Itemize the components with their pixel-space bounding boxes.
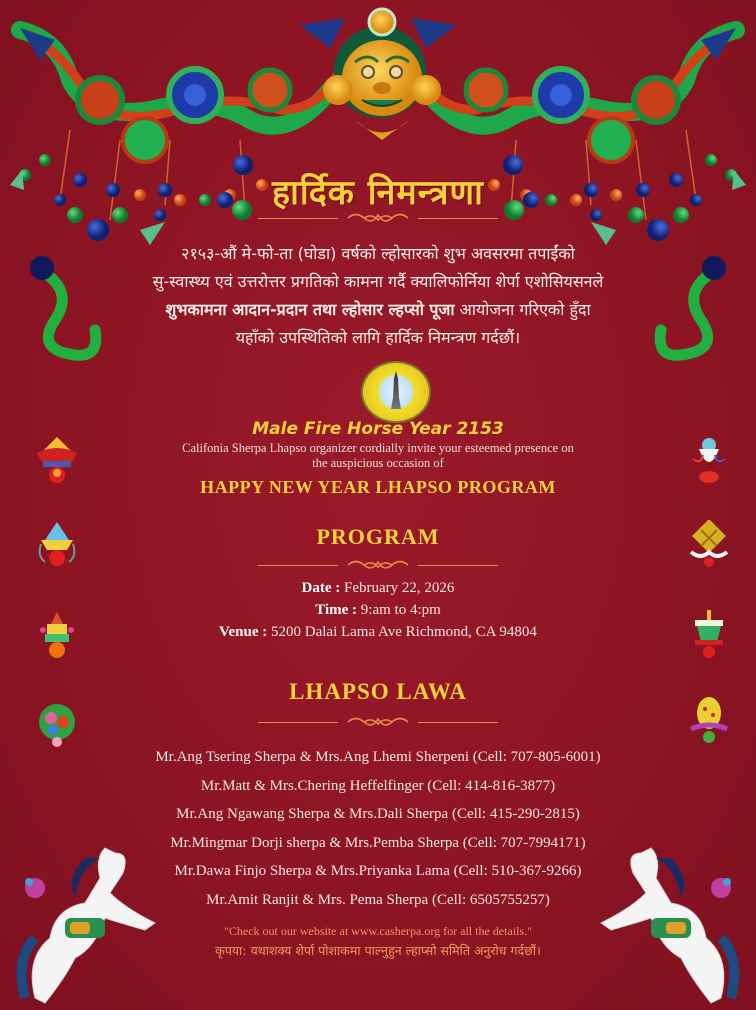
parasol-icon bbox=[35, 435, 79, 485]
ornament-divider bbox=[0, 557, 756, 573]
event-title: HAPPY NEW YEAR LHAPSO PROGRAM bbox=[200, 477, 556, 497]
treasure-vase-icon bbox=[35, 520, 79, 570]
list-item: Mr.Matt & Mrs.Chering Heffelfinger (Cell: 414-816-3877) bbox=[200, 777, 556, 794]
list-item: Mr.Ang Ngawang Sherpa & Mrs.Dali Sherpa (Cell: 415-290-2815) bbox=[176, 806, 580, 822]
list-item: Mr.Amit Ranjit & Mrs. Pema Sherpa (Cell: 6505755257) bbox=[206, 891, 550, 908]
date-row: Date : February 22, 2026 bbox=[301, 580, 455, 596]
intro-line: शुभकामना आदान-प्रदान तथा ल्होसार ल्हप्सो पूजा आयोजना गरिएको हुँदा bbox=[165, 300, 591, 319]
program-details bbox=[0, 577, 756, 643]
scroll-ornament-icon bbox=[346, 558, 410, 572]
stupa-icon bbox=[391, 371, 401, 409]
scroll-ornament-icon bbox=[346, 715, 410, 729]
dress-note-np: कृपया: यथाशक्य शेर्पा पोशाकमा पाल्नुहुन ल्हाप्सो समिति अनुरोध गर्दछौं। bbox=[215, 943, 541, 958]
dharma-banner-icon bbox=[687, 610, 731, 660]
wind-horse-right-icon bbox=[591, 838, 751, 1008]
page-title: हार्दिक निमन्त्रणा bbox=[272, 173, 484, 213]
intro-line: सु-स्वास्थ्य एवं उत्तरोत्तर प्रगतिको कामना गर्दै क्यालिफोर्निया शेर्पा एशोसियसनले bbox=[152, 272, 604, 291]
time-row: Time : 9:am to 4:pm bbox=[315, 602, 441, 618]
lotus-icon bbox=[35, 700, 79, 750]
list-item: Mr.Ang Tsering Sherpa & Mrs.Ang Lhemi Sherpeni (Cell: 707-805-6001) bbox=[155, 749, 601, 765]
year-title: Male Fire Horse Year 2153 bbox=[252, 419, 504, 439]
wind-horse-left-icon bbox=[5, 838, 165, 1008]
intro-bold-phrase: शुभकामना आदान-प्रदान तथा ल्होसार ल्हप्सो पूजा bbox=[165, 300, 455, 319]
association-logo bbox=[361, 361, 431, 423]
website-note: "Check out our website at www.casherpa.org for all the details." bbox=[223, 924, 533, 938]
scroll-ornament-icon bbox=[346, 211, 410, 225]
venue-row: Venue : 5200 Dalai Lama Ave Richmond, CA 94804 bbox=[219, 624, 537, 640]
conch-shell-icon bbox=[687, 435, 731, 485]
intro-paragraph-np bbox=[0, 240, 756, 352]
intro-line: २१५३-औं मे-फो-ता (घोडा) वर्षको ल्होसारको शुभ अवसरमा तपाईंको bbox=[181, 244, 575, 263]
list-item: Mr.Mingmar Dorji sherpa & Mrs.Pemba Sherpa (Cell: 707-7994171) bbox=[170, 834, 586, 851]
intro-line: यहाँको उपस्थितिको लागि हार्दिक निमन्त्रण गर्दछौं। bbox=[235, 328, 521, 347]
invitation-text: Califonia Sherpa Lhapso organizer cordially invite your esteemed presence on the auspicious occasion of bbox=[182, 441, 574, 470]
ornament-divider bbox=[0, 714, 756, 730]
ornament-divider bbox=[0, 210, 756, 226]
program-heading: PROGRAM bbox=[316, 524, 440, 549]
list-item: Mr.Dawa Finjo Sherpa & Mrs.Priyanka Lama (Cell: 510-367-9266) bbox=[174, 863, 582, 879]
lhapso-lawa-heading: LHAPSO LAWA bbox=[289, 679, 467, 704]
victory-banner-icon bbox=[35, 610, 79, 660]
golden-fish-icon bbox=[687, 695, 731, 745]
endless-knot-icon bbox=[687, 520, 731, 570]
